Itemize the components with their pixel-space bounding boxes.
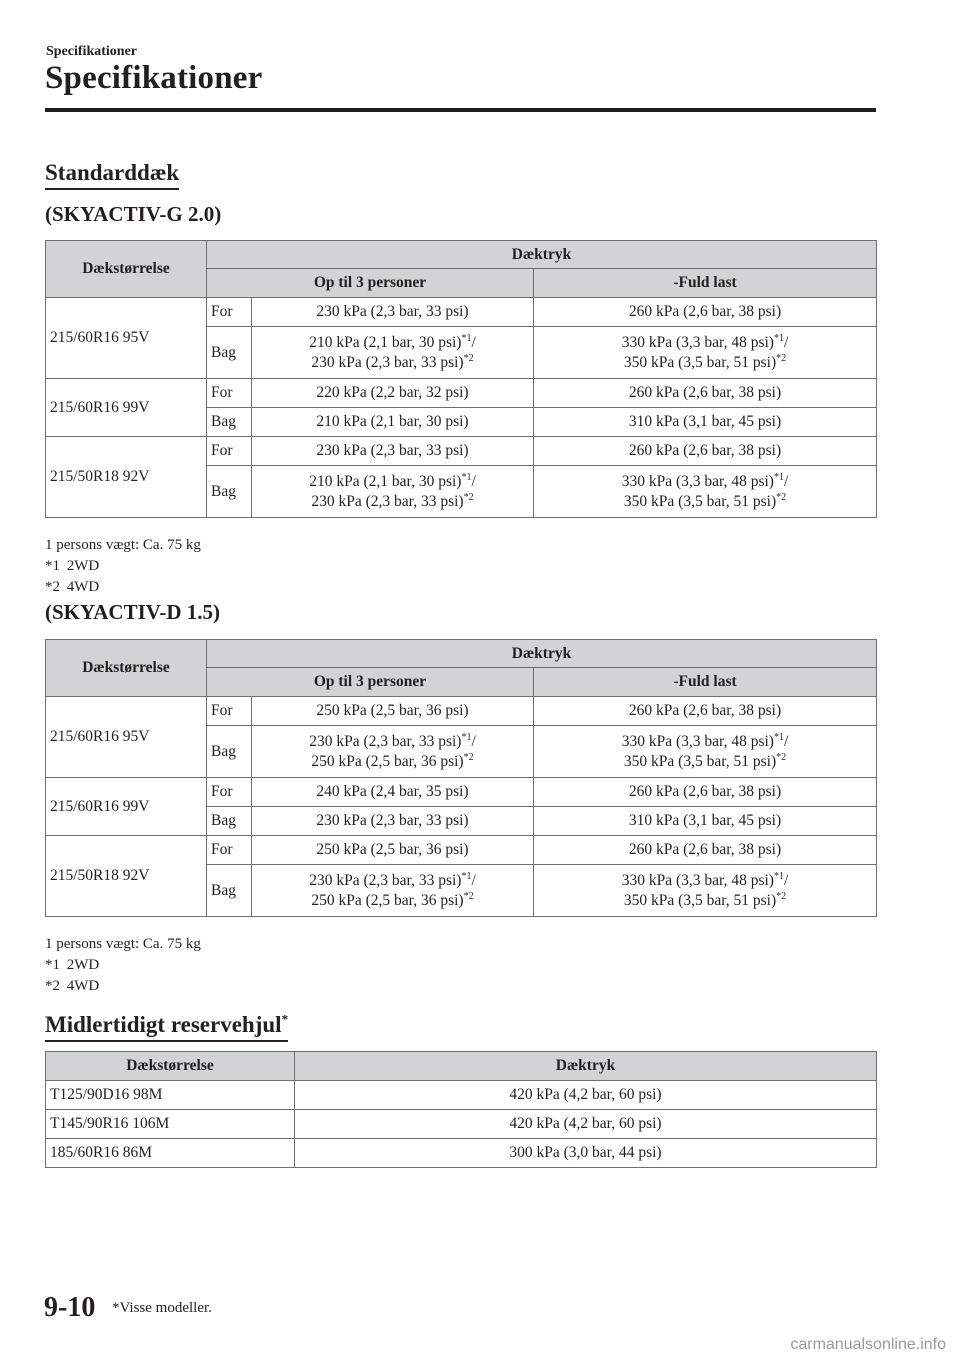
tire-size-cell: 215/60R16 99V <box>46 379 207 437</box>
tire-size-cell: T145/90R16 106M <box>46 1110 295 1139</box>
header-tire-size: Dækstørrelse <box>46 640 207 697</box>
table-row <box>46 1081 877 1110</box>
tire-size-cell: T125/90D16 98M <box>46 1081 295 1110</box>
footnote-2: *2 4WD <box>45 978 100 994</box>
footnote-1: *1 2WD <box>45 558 100 574</box>
note-weight: 1 persons vægt: Ca. 75 kg <box>45 936 201 952</box>
table-row <box>46 836 877 865</box>
pressure-cell: 250 kPa (2,5 bar, 36 psi) <box>252 836 534 865</box>
header-up-to-3: Op til 3 personer <box>207 668 534 697</box>
table-row <box>46 1139 877 1168</box>
pressure-cell: 310 kPa (3,1 bar, 45 psi) <box>534 408 877 437</box>
notes-skyactiv-g <box>45 535 201 598</box>
position-label: For <box>207 379 252 408</box>
position-label: Bag <box>207 726 252 778</box>
tire-size-cell: 215/60R16 99V <box>46 778 207 836</box>
pressure-cell: 230 kPa (2,3 bar, 33 psi) <box>252 437 534 466</box>
pressure-cell: 260 kPa (2,6 bar, 38 psi) <box>534 697 877 726</box>
pressure-cell: 420 kPa (4,2 bar, 60 psi) <box>295 1110 877 1139</box>
pressure-cell: 230 kPa (2,3 bar, 33 psi)$^{*1}$/ 250 kPa (2,5 bar, 36 psi)$^{*2}$ <box>252 726 534 778</box>
header-rule <box>45 108 876 112</box>
header-tire-size: Dækstørrelse <box>46 241 207 298</box>
subsection-title-skyactiv-d: (SKYACTIV-D 1.5) <box>45 600 221 624</box>
table-row <box>46 697 877 726</box>
spare-tire-table <box>45 1051 877 1168</box>
footnote-2: *2 4WD <box>45 579 100 595</box>
running-header: Specifikationer <box>46 44 137 59</box>
header-tire-pressure: Dæktryk <box>295 1052 877 1081</box>
pressure-cell: 330 kPa (3,3 bar, 48 psi)$^{*1}$/ 350 kPa (3,5 bar, 51 psi)$^{*2}$ <box>534 726 877 778</box>
pressure-cell: 230 kPa (2,3 bar, 33 psi)$^{*1}$/ 250 kPa (2,5 bar, 36 psi)$^{*2}$ <box>252 865 534 917</box>
position-label: Bag <box>207 466 252 518</box>
table-row <box>46 379 877 408</box>
page-number: 9-10 <box>44 1292 96 1323</box>
notes-skyactiv-d <box>45 934 201 997</box>
position-label: For <box>207 778 252 807</box>
position-label: For <box>207 298 252 327</box>
footnote-1: *1 2WD <box>45 957 100 973</box>
pressure-cell: 250 kPa (2,5 bar, 36 psi) <box>252 697 534 726</box>
tire-pressure-table-skyactiv-d <box>45 639 877 917</box>
tire-size-cell: 185/60R16 86M <box>46 1139 295 1168</box>
table-row <box>46 1110 877 1139</box>
tire-size-cell: 215/60R16 95V <box>46 697 207 778</box>
pressure-cell: 260 kPa (2,6 bar, 38 psi) <box>534 379 877 408</box>
pressure-cell: 260 kPa (2,6 bar, 38 psi) <box>534 778 877 807</box>
table-row <box>46 437 877 466</box>
page-title: Specifikationer <box>45 60 263 96</box>
pressure-cell: 300 kPa (3,0 bar, 44 psi) <box>295 1139 877 1168</box>
header-tire-pressure: Dæktryk <box>207 241 877 269</box>
position-label: For <box>207 437 252 466</box>
position-label: For <box>207 836 252 865</box>
position-label: Bag <box>207 807 252 836</box>
header-tire-size: Dækstørrelse <box>46 1052 295 1081</box>
section-title-spare: Midlertidigt reservehjul* <box>45 1012 288 1042</box>
subsection-title-skyactiv-g: (SKYACTIV-G 2.0) <box>45 202 222 226</box>
pressure-cell: 310 kPa (3,1 bar, 45 psi) <box>534 807 877 836</box>
pressure-cell: 220 kPa (2,2 bar, 32 psi) <box>252 379 534 408</box>
tire-size-cell: 215/50R18 92V <box>46 437 207 518</box>
footer-note: *Visse modeller. <box>112 1300 212 1316</box>
header-full-load: -Fuld last <box>534 668 877 697</box>
table-row <box>46 778 877 807</box>
pressure-cell: 210 kPa (2,1 bar, 30 psi)$^{*1}$/ 230 kPa (2,3 bar, 33 psi)$^{*2}$ <box>252 327 534 379</box>
pressure-cell: 420 kPa (4,2 bar, 60 psi) <box>295 1081 877 1110</box>
pressure-cell: 230 kPa (2,3 bar, 33 psi) <box>252 807 534 836</box>
tire-pressure-table-skyactiv-g <box>45 240 877 518</box>
pressure-cell: 330 kPa (3,3 bar, 48 psi)$^{*1}$/ 350 kPa (3,5 bar, 51 psi)$^{*2}$ <box>534 466 877 518</box>
tire-size-cell: 215/60R16 95V <box>46 298 207 379</box>
pressure-cell: 240 kPa (2,4 bar, 35 psi) <box>252 778 534 807</box>
header-up-to-3: Op til 3 personer <box>207 269 534 298</box>
pressure-cell: 330 kPa (3,3 bar, 48 psi)$^{*1}$/ 350 kPa (3,5 bar, 51 psi)$^{*2}$ <box>534 327 877 379</box>
note-weight: 1 persons vægt: Ca. 75 kg <box>45 537 201 553</box>
pressure-cell: 260 kPa (2,6 bar, 38 psi) <box>534 298 877 327</box>
position-label: For <box>207 697 252 726</box>
header-full-load: -Fuld last <box>534 269 877 298</box>
header-tire-pressure: Dæktryk <box>207 640 877 668</box>
pressure-cell: 260 kPa (2,6 bar, 38 psi) <box>534 836 877 865</box>
watermark: carmanualsonline.info <box>790 1336 946 1353</box>
pressure-cell: 330 kPa (3,3 bar, 48 psi)$^{*1}$/ 350 kPa (3,5 bar, 51 psi)$^{*2}$ <box>534 865 877 917</box>
pressure-cell: 210 kPa (2,1 bar, 30 psi)$^{*1}$/ 230 kPa (2,3 bar, 33 psi)$^{*2}$ <box>252 466 534 518</box>
pressure-cell: 210 kPa (2,1 bar, 30 psi) <box>252 408 534 437</box>
position-label: Bag <box>207 865 252 917</box>
position-label: Bag <box>207 408 252 437</box>
table-row <box>46 298 877 327</box>
pressure-cell: 230 kPa (2,3 bar, 33 psi) <box>252 298 534 327</box>
tire-size-cell: 215/50R18 92V <box>46 836 207 917</box>
section-title-standard: Standarddæk <box>45 160 179 190</box>
pressure-cell: 260 kPa (2,6 bar, 38 psi) <box>534 437 877 466</box>
position-label: Bag <box>207 327 252 379</box>
